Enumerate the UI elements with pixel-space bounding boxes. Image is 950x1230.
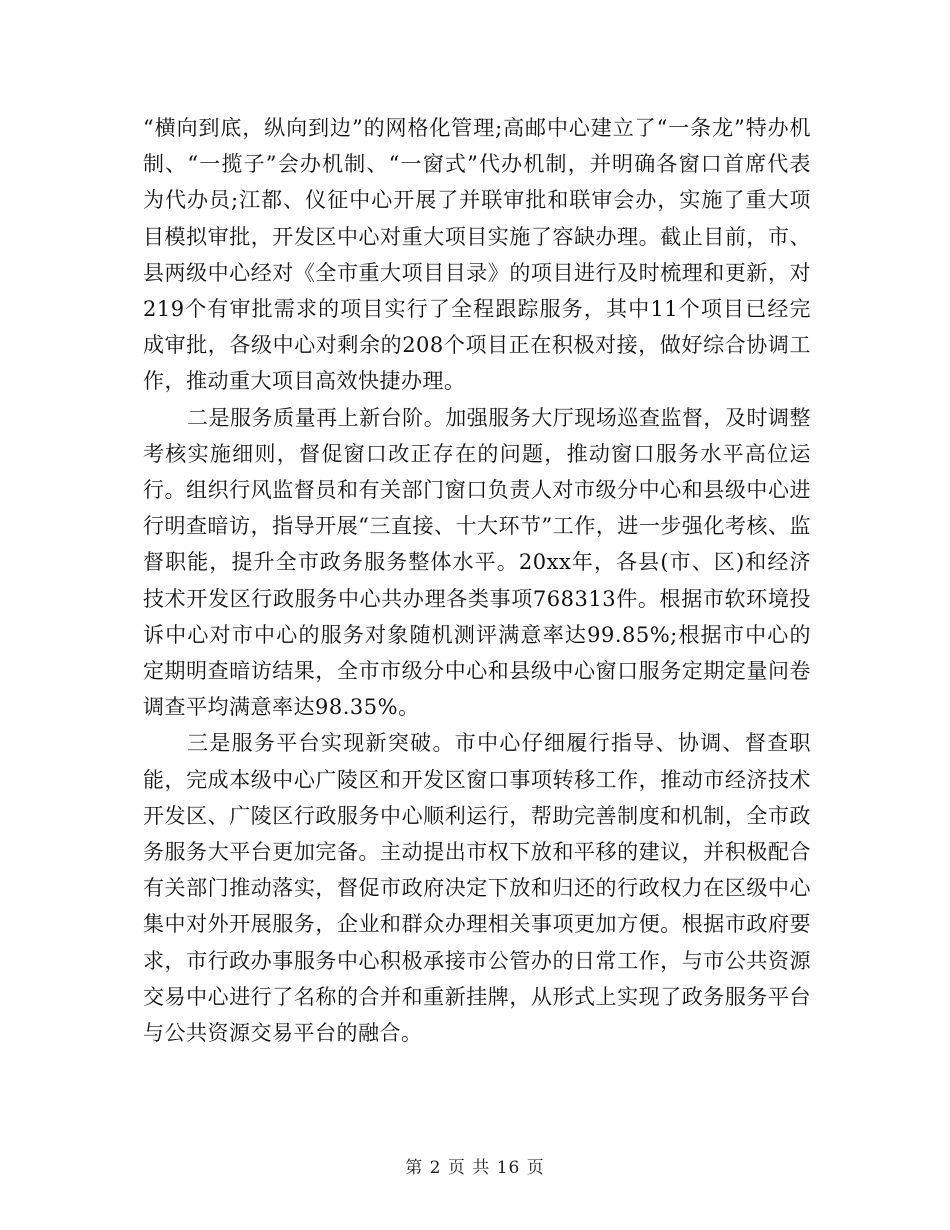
paragraph-continued: “横向到底，纵向到边”的网格化管理;高邮中心建立了“一条龙”特办机制、“一揽子”会办机制、“一窗式”代办机制，并明确各窗口首席代表为代办员;江都、仪征中心开展了并联审批和联审会办，实施了重大项目模拟审批，开发区中心对重大项目实施了容缺办理。截止目前，市、县两级中心经对《全市重大项目目录》的项目进行及时梳理和更新，对219个有审批需求的项目实行了全程跟踪服务，其中11个项目已经完成审批，各级中心对剩余的208个项目正在积极对接，做好综合协调工作，推动重大项目高效快捷办理。 (143, 116, 811, 394)
page-number-footer: 第 2 页 共 16 页 (405, 1158, 545, 1178)
paragraph-service-platform: 三是服务平台实现新突破。市中心仔细履行指导、协调、督查职能，完成本级中心广陵区和开发区窗口事项转移工作，推动市经济技术开发区、广陵区行政服务中心顺利运行，帮助完善制度和机制，全市政务服务大平台更加完备。主动提出市权下放和平移的建议，并积极配合有关部门推动落实，督促市政府决定下放和归还的行政权力在区级中心集中对外开展服务，企业和群众办理相关事项更加方便。根据市政府要求，市行政办事服务中心积极承接市公管办的日常工作，与市公共资源交易中心进行了名称的合并和重新挂牌，从形式上实现了政务服务平台与公共资源交易平台的融合。 (143, 731, 811, 1046)
document-body (143, 110, 811, 1051)
paragraph-service-quality: 二是服务质量再上新台阶。加强服务大厅现场巡查监督，及时调整考核实施细则，督促窗口改正存在的问题，推动窗口服务水平高位运行。组织行风监督员和有关部门窗口负责人对市级分中心和县级中心进行明查暗访，指导开展“三直接、十大环节”工作，进一步强化考核、监督职能，提升全市政务服务整体水平。20xx年，各县(市、区)和经济技术开发区行政服务中心共办理各类事项768313件。根据市软环境投诉中心对市中心的服务对象随机测评满意率达99.85%;根据市中心的定期明查暗访结果，全市市级分中心和县级中心窗口服务定期定量问卷调查平均满意率达98.35%。 (143, 405, 811, 720)
